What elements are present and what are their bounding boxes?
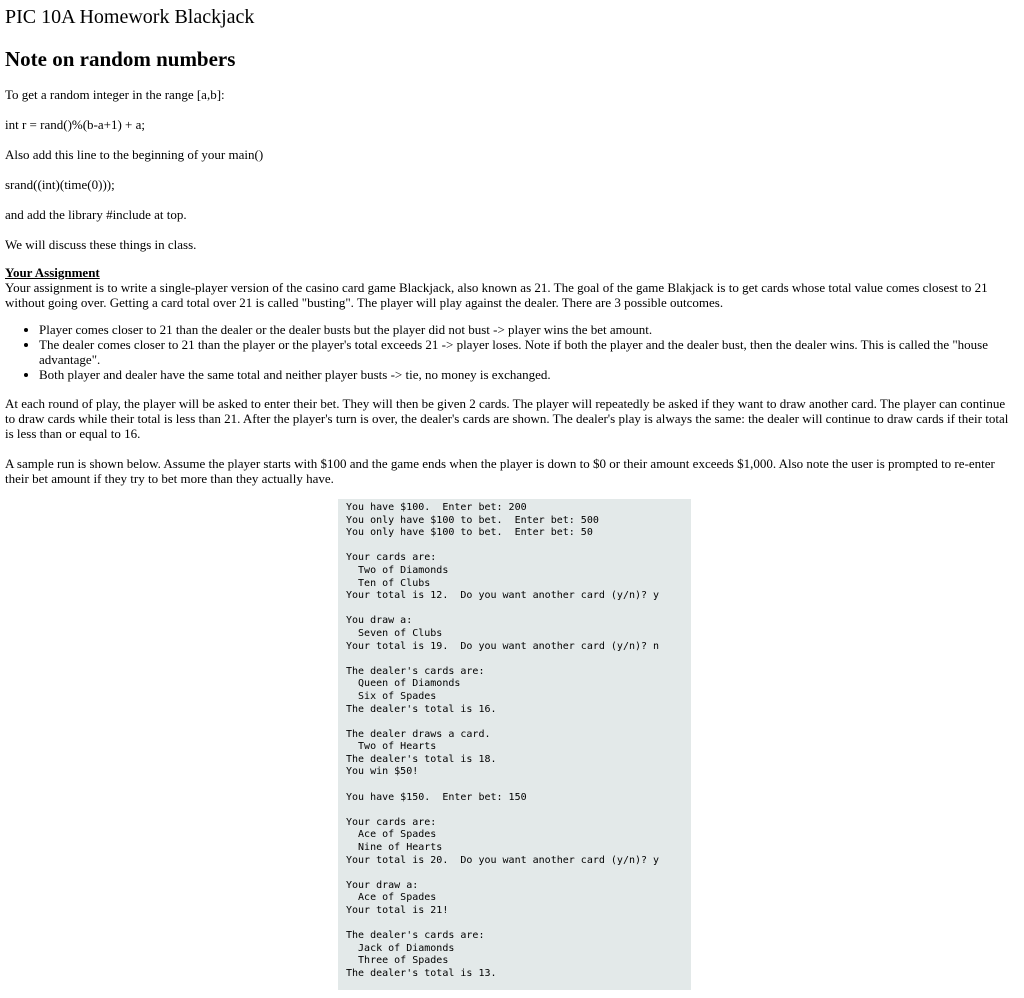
discuss-in-class-text: We will discuss these things in class. bbox=[5, 237, 197, 252]
srand-line-text: srand((int)(time(0))); bbox=[5, 177, 115, 192]
outcomes-list bbox=[5, 322, 1014, 382]
outcome-player-wins: • Player comes closer to 21 than the dealer or the dealer busts but the player did not bust -> player wins the bet amount. bbox=[39, 322, 1014, 337]
section-title-random-numbers: Note on random numbers bbox=[5, 47, 236, 71]
also-add-text: Also add this line to the beginning of your main() bbox=[5, 147, 264, 162]
outcome-player-loses: • The dealer comes closer to 21 than the player or the player's total exceeds 21 -> player loses. Note if both the player and the dealer bust, then the dealer wins. This is called the "house advantage". bbox=[39, 337, 1014, 367]
sample-run-intro: A sample run is shown below. Assume the player starts with $100 and the game ends when the player is down to $0 or their amount exceeds $1,000. Also note the user is prompted to re-enter their bet amount if they try to bet more than they actually have. bbox=[5, 456, 995, 486]
assignment-heading: Your Assignment bbox=[5, 265, 100, 280]
random-intro-text: To get a random integer in the range [a,b]: bbox=[5, 87, 225, 102]
random-formula-text: int r = rand()%(b-a+1) + a; bbox=[5, 117, 146, 132]
page-title: PIC 10A Homework Blackjack bbox=[5, 6, 255, 28]
sample-run-console: You have $100. Enter bet: 200 You only have $100 to bet. Enter bet: 500 You only have $100 to bet. Enter bet: 50 Your cards are: Two of Diamonds Ten of Clubs Your total is 12. Do you want another card (y/n)? y You draw a: Seven of Clubs Your total is 19. Do you want another card (y/n)? n The dealer's cards are: Queen of Diamonds Six of Spades The dealer's total is 16. The dealer draws a card. Two of Hearts The dealer's total is 18. You win $50! You have $150. Enter bet: 150 Your cards are: Ace of Spades Nine of Hearts Your total is 20. Do you want another card (y/n)? y Your draw a: Ace of Spades Your total is 21! The dealer's cards are: Jack of Diamonds Three of Spades The dealer's total is 13. bbox=[338, 499, 691, 990]
outcome-tie: • Both player and dealer have the same total and neither player busts -> tie, no money is exchanged. bbox=[39, 367, 1014, 382]
round-rules-text: At each round of play, the player will be asked to enter their bet. They will then be given 2 cards. The player will repeatedly be asked if they want to draw another card. The player can continue to draw cards while their total is less than 21. After the player's turn is over, the dealer's cards are shown. The dealer's play is always the same: the dealer will continue to draw cards if their total is less than or equal to 16. bbox=[5, 396, 1009, 441]
document-page bbox=[0, 5, 1024, 990]
include-library-text: and add the library #include at top. bbox=[5, 207, 187, 222]
assignment-description: Your assignment is to write a single-player version of the casino card game Blackjack, also known as 21. The goal of the game Blakjack is to get cards whose total value comes closest to 21 without going over. Getting a card total over 21 is called "busting". The player will play against the dealer. There are 3 possible outcomes. bbox=[5, 280, 988, 310]
